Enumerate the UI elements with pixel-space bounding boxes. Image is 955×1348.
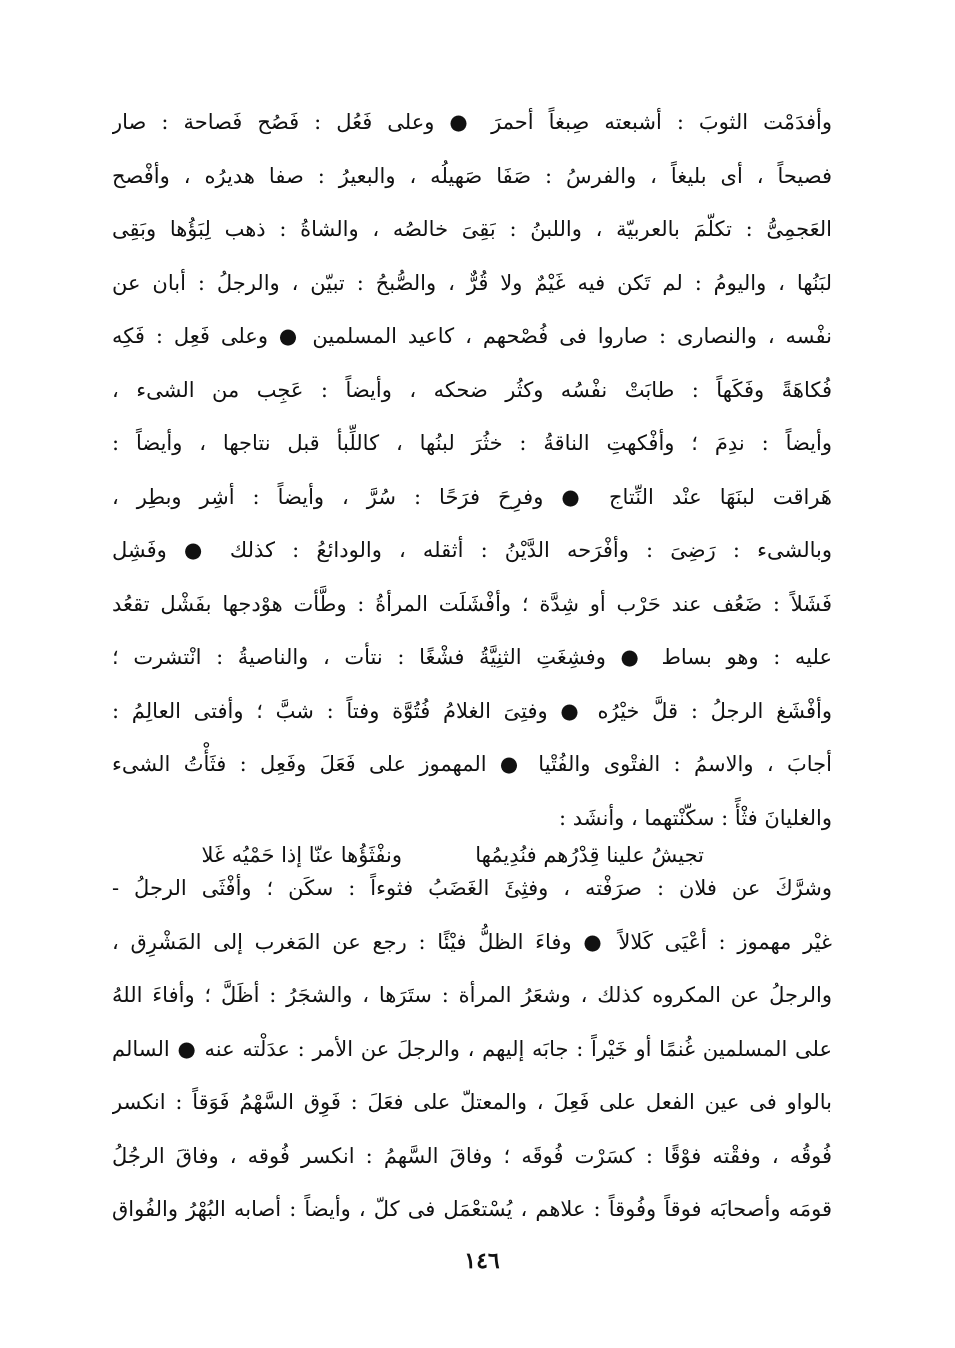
verse-second-hemistich: ونفْثَؤُها عنّا إذا حَمْيُه غَلا	[201, 843, 402, 867]
text-line: فُوقُه ، وفقْته فوْقًا : كسَرْت فُوقَه ؛ وفاقَ السَّهمُ : انكسر فُوقه ، وفاقَ الرجُلُ	[112, 1143, 832, 1168]
text-line: فَشَلاً : ضَعُف عند حَرْب أو شِدَّة ؛ وأفْشَلَت المرأةُ : وطَّأت هوْدجها بفَشْل تقعُد	[112, 591, 832, 616]
text-line: نفْسه ، والنصارى : صاروا فى فُصْحهم ، كاعيد المسلمين ● وعلى فَعِل : فَكِه	[112, 324, 832, 348]
text-line: وأفدَمْت الثوبَ : أشبعته صِبغاً أحمرَ ● وعلى فَعُل : فَصُح فَصاحة : صار	[112, 110, 832, 134]
text-line: هَراقت لبنَهَا عنْد النِّتاج ● وفرِحَ فرَحًا : سُرَّ ، وأيضاً : أشِر وبطِر ،	[112, 484, 832, 509]
text-line: غيْر مهموز : أعْيَى كَلالاً ● وفاءَ الظلُّ فيْئًا : رجع عن المَغرب إلى المَشْرِق ،	[112, 929, 832, 954]
text-line: العَجمِىُّ : تكلّمَ بالعربيّة ، واللبنُ : بَقِىَ خالصُه ، والشاةُ : ذهب لِبَؤُها وبَقِى	[112, 217, 832, 241]
text-line: عليه : وهو بساط ● وفشِغَتِ الثنِيَّةُ فشْغًا : نتأت ، والناصيةُ : انْتشرت ؛	[112, 645, 832, 669]
page-number: ١٤٦	[464, 1248, 500, 1274]
continuation-text-block	[112, 862, 832, 1237]
text-line: فُكاهَةً وفَكَهاً : طابَتْ نفْسُه وكثُر ضحكه ، وأيضاً : عَجِب من الشىء ،	[112, 377, 832, 402]
text-line: قومَه وأصحابَه فوقاً وفُوقاً : علاهم ، يُسْتعْمَل فى كلّ ، وأيضاً : أصابه البُهْرُ والفُواق	[112, 1197, 832, 1221]
text-line: فصيحاً ، أى بليغاً ، والفرسُ : صَفَا صَهيلُه ، والبعيرُ : صفا هديرُه ، وأفْصح	[112, 163, 832, 188]
text-line: وبالشىء : رَضِىَ : وأفْرَحه الدَّيْنُ : أثقله ، والودائعُ : كذلك ● وفَشِل	[112, 538, 832, 562]
text-line: أجابَ ، والاسمُ : الفتْوى والفُتْيا ● المهموز على فَعَلَ وفَعِل : فثَأْتُ الشىء	[112, 752, 832, 776]
text-line: بالواو فى عين الفعل على فَعِلَ ، والمعتلّ على فعَلَ : فَوِق السَّهْمُ فَوَقاً : انكسر	[112, 1090, 832, 1114]
text-line: والرجلُ عن المكروه كذلك ، وشعَرُ المرأة : ستَرَها ، والشجَرُ : أظَلَّ ؛ وأفاءَ اللهُ	[112, 983, 832, 1007]
verse-first-hemistich: تجيشُ علينا قِدْرُهم فنُدِيمُها	[475, 843, 704, 867]
text-line: وشرَّكَ عن فلان : صرَفْته ، وفثِئَ الغَضَبُ فثوءاً : سكَن ؛ وأفْثَى الرجلُ -	[112, 876, 832, 900]
text-line: والغليانَ فثْأً : سكّنْتهما ، وأنشَد :	[558, 805, 832, 830]
text-line: وأفْشَغ الرجلُ : قلَّ خيْرُه ● وفتِىَ الغلامُ فُتُوَّة وفتاً : شبَّ ؛ وأفتى العالِمُ :	[112, 698, 832, 723]
text-line: وأيضاً : ندِمَ ؛ وأفْكهتِ الناقةُ : خثُرَ لبنُها ، كاللِّبأ قبل نتاجها ، وأيضاً :	[112, 431, 832, 455]
main-text-block	[112, 96, 832, 845]
text-line: لبَنُها ، واليومُ : لم تَكن فيه غَيْمٌ ولا قُرٌّ ، والصُّبحُ : تبيّن ، والرجلُ : أبان عن	[112, 270, 832, 295]
text-line: على المسلمين غُنمًا أو خَيْراً : جابَه إليهم ، والرجلَ عن الأمر : عدَلْته عنه ● السالم	[112, 1036, 832, 1061]
